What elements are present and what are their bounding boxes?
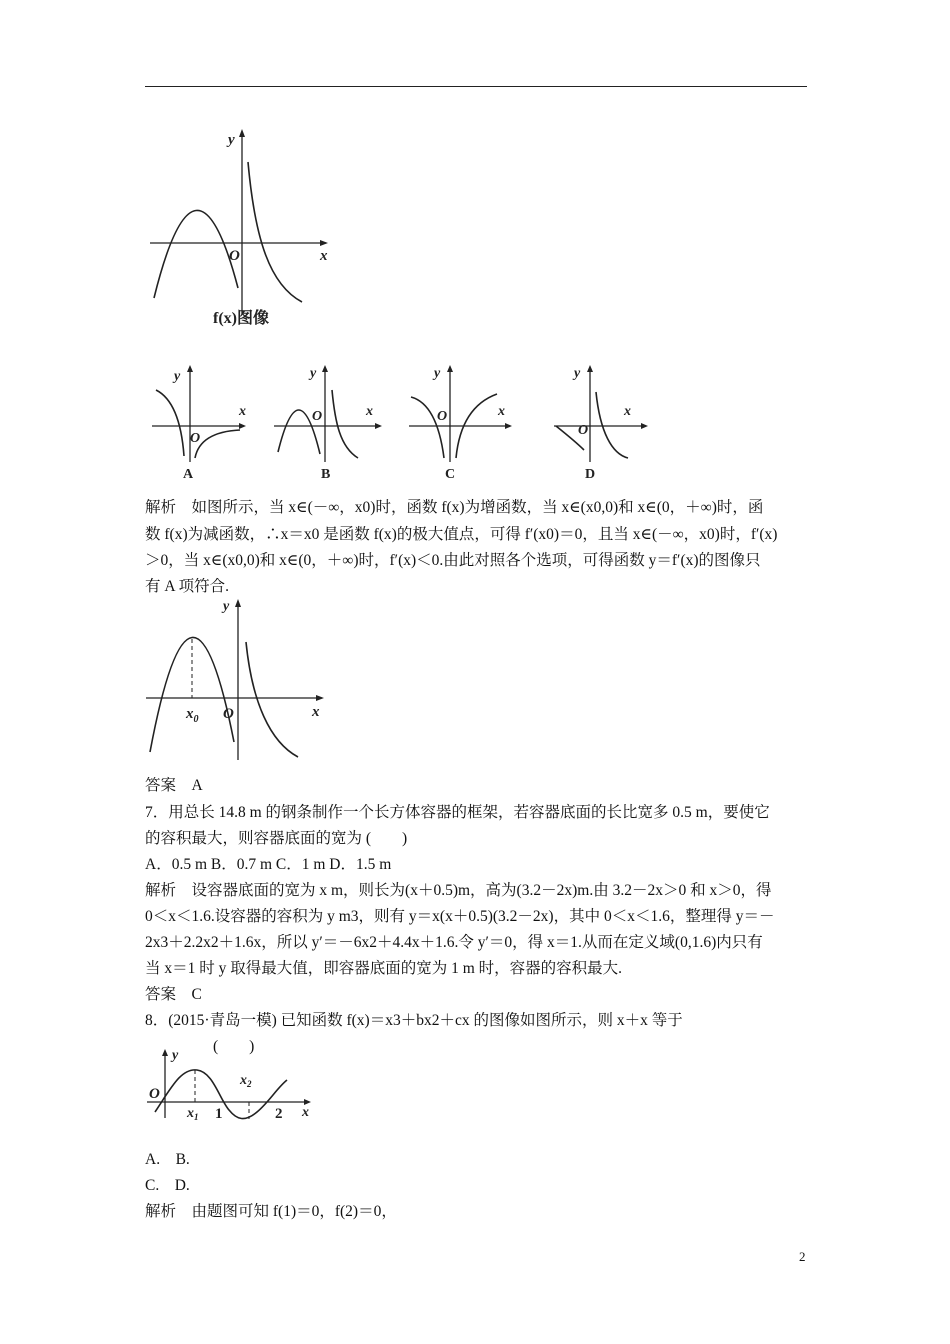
option-a-letter: A — [183, 467, 194, 482]
x-axis-arrow — [320, 240, 328, 246]
q8-o: O — [149, 1086, 160, 1102]
option-d-x: x — [624, 404, 631, 419]
option-c-graph — [405, 362, 520, 482]
left-curve — [154, 210, 238, 298]
option-b-x: x — [366, 404, 373, 419]
option-a-x: x — [239, 404, 246, 419]
solution-7-line-2: 0＜x＜1.6.设容器的容积为 y m3，则有 y＝x(x＋0.5)(3.2－2x)，其中 0＜x＜1.6，整理得 y＝－ — [145, 908, 775, 925]
option-c-letter: C — [445, 467, 456, 482]
option-d-y: y — [574, 366, 581, 381]
q8-tick-2: 2 — [275, 1106, 283, 1122]
answer-6: 答案 A — [145, 777, 203, 794]
analysis-line-2: 数 f(x)为减函数，∴x＝x0 是函数 f(x)的极大值点，可得 f′(x0)＝0，且当 x∈(－∞，x0)时，f′(x) — [145, 526, 778, 543]
solution-7-line-3: 2x3＋2.2x2＋1.6x，所以 y′＝－6x2＋4.4x＋1.6.令 y′＝0，得 x＝1.从而在定义域(0,1.6)内只有 — [145, 934, 763, 951]
q8-y: y — [172, 1048, 179, 1063]
right-curve — [248, 162, 302, 302]
question-8-options-cd: C. D. — [145, 1177, 190, 1194]
q8-x1: $x_1$ — [187, 1106, 199, 1122]
option-a-y: y — [174, 369, 181, 384]
question-7-options: A．0.5 m B．0.7 m C．1 m D．1.5 m — [145, 856, 392, 873]
option-b-graph — [270, 362, 385, 482]
main-graph — [140, 120, 340, 330]
option-b-letter: B — [321, 467, 331, 482]
question-7-line-2: 的容积最大，则容器底面的宽为 ( ) — [145, 830, 408, 847]
solution-8-line-1: 解析 由题图可知 f(1)＝0，f(2)＝0， — [145, 1203, 397, 1220]
option-c-x: x — [498, 404, 505, 419]
question-8-line-1: 8．(2015·青岛一模) 已知函数 f(x)＝x3＋bx2＋cx 的图像如图所示，则 x＋x 等于 — [145, 1012, 683, 1029]
option-b-o: O — [312, 409, 323, 424]
option-d-graph — [550, 362, 660, 482]
q8-tick-1: 1 — [215, 1106, 223, 1122]
analysis-x: x — [312, 704, 320, 720]
q8-x: x — [302, 1105, 309, 1120]
analysis-graph — [140, 592, 340, 767]
q8-graph — [145, 1046, 330, 1126]
q8-x2: $x_2$ — [240, 1073, 252, 1089]
main-caption: f(x)图像 — [213, 310, 269, 327]
solution-7-line-1: 解析 设容器底面的宽为 x m，则长为(x＋0.5)m，高为(3.2－2x)m.由 3.2－2x＞0 和 x＞0，得 — [145, 882, 772, 899]
analysis-o: O — [223, 706, 234, 722]
question-7-line-1: 7．用总长 14.8 m 的钢条制作一个长方体容器的框架，若容器底面的长比宽多 0.5 m，要使它 — [145, 804, 770, 821]
y-label: y — [228, 132, 235, 148]
option-a-o: O — [190, 431, 201, 446]
option-d-letter: D — [585, 467, 596, 482]
option-d-o: O — [578, 423, 589, 438]
option-a-graph — [148, 362, 258, 482]
x-label: x — [320, 248, 328, 264]
analysis-y: y — [223, 599, 230, 614]
question-8-options-ab: A. B. — [145, 1151, 190, 1168]
analysis-line-4: 有 A 项符合. — [145, 578, 229, 595]
answer-7: 答案 C — [145, 986, 202, 1003]
option-c-y: y — [434, 366, 441, 381]
option-c-o: O — [437, 409, 448, 424]
page-number: 2 — [799, 1249, 806, 1264]
y-axis-arrow — [239, 129, 245, 137]
origin-label: O — [229, 248, 240, 264]
header-rule — [145, 86, 807, 87]
solution-7-line-4: 当 x＝1 时 y 取得最大值，即容器底面的宽为 1 m 时，容器的容积最大. — [145, 960, 623, 977]
analysis-line-3: ＞0，当 x∈(x0,0)和 x∈(0，＋∞)时，f′(x)＜0.由此对照各个选项，可得函数 y＝f′(x)的图像只 — [145, 552, 761, 569]
option-b-y: y — [310, 366, 317, 381]
question-8-bracket: ( ) — [213, 1038, 255, 1055]
analysis-line-1: 解析 如图所示，当 x∈(－∞，x0)时，函数 f(x)为增函数，当 x∈(x0,0)和 x∈(0，＋∞)时，函 — [145, 499, 764, 516]
analysis-x0: $x_0$ — [186, 706, 199, 725]
